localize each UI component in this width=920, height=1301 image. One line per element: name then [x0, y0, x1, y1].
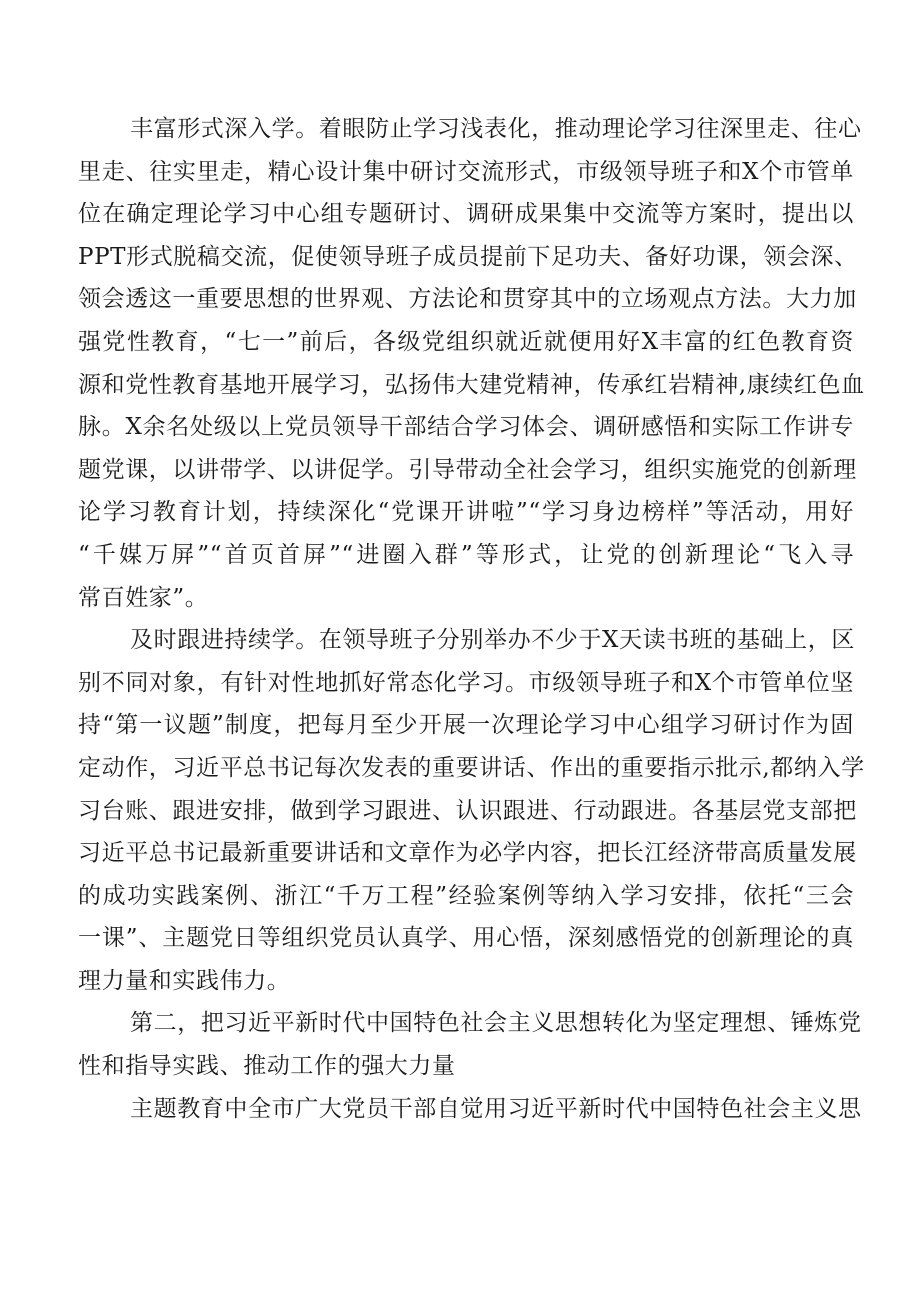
text-line: 理力量和实践伟力。 — [78, 967, 291, 994]
text-line: 领会透这一重要思想的世界观、方法论和贯穿其中的立场观点方法。大力加 — [78, 286, 857, 313]
paragraph — [78, 1088, 862, 1131]
text-line: 定动作，习近平总书记每次发表的重要讲话、作出的重要指示批示,都纳入学 — [78, 754, 865, 781]
paragraph — [78, 1002, 862, 1087]
text-line: 里走、往实里走，精心设计集中研讨交流形式，市级领导班子和X个市管单 — [78, 158, 854, 185]
paragraph — [78, 108, 865, 619]
text-line: 源和党性教育基地开展学习，弘扬伟大建党精神，传承红岩精神,康续红色血 — [78, 371, 865, 398]
text-line: 习近平总书记最新重要讲话和文章作为必学内容，把长江经济带高质量发展 — [78, 840, 857, 867]
document-body — [78, 108, 865, 1130]
text-line: 常百姓家”。 — [78, 584, 209, 611]
text-line: 别不同对象，有针对性地抓好常态化学习。市级领导班子和X个市管单位坚 — [78, 669, 854, 696]
text-line: “千媒万屏”“首页首屏”“进圈入群”等形式，让党的创新理论“飞入寻 — [78, 541, 854, 568]
text-line: 题党课，以讲带学、以讲促学。引导带动全社会学习，组织实施党的创新理 — [78, 456, 857, 483]
text-line: 性和指导实践、推动工作的强大力量 — [78, 1053, 456, 1080]
text-line: 论学习教育计划，持续深化“党课开讲啦”“学习身边榜样”等活动，用好 — [78, 499, 854, 526]
text-line: 一课”、主题党日等组织党员认真学、用心悟，深刻感悟党的创新理论的真 — [78, 925, 854, 952]
text-line: 习台账、跟进安排，做到学习跟进、认识跟进、行动跟进。各基层党支部把 — [78, 797, 857, 824]
text-line: 强党性教育，“七一”前后，各级党组织就近就便用好X丰富的红色教育资 — [78, 328, 854, 355]
text-line: PPT形式脱稿交流，促使领导班子成员提前下足功夫、备好功课，领会深、 — [78, 243, 858, 270]
paragraph — [78, 619, 865, 1002]
text-line: 及时跟进持续学。在领导班子分别举办不少于X天读书班的基础上，区 — [130, 627, 855, 654]
text-line: 的成功实践案例、浙江“千万工程”经验案例等纳入学习安排，依托“三会 — [78, 882, 854, 909]
text-line: 持“第一议题”制度，把每月至少开展一次理论学习中心组学习研讨作为固 — [78, 712, 854, 739]
text-line: 脉。X余名处级以上党员领导干部结合学习体会、调研感悟和实际工作讲专 — [78, 414, 854, 441]
text-line: 位在确定理论学习中心组专题研讨、调研成果集中交流等方案时，提出以 — [78, 201, 854, 228]
text-line: 主题教育中全市广大党员干部自觉用习近平新时代中国特色社会主义思 — [130, 1095, 862, 1122]
text-line: 丰富形式深入学。着眼防止学习浅表化，推动理论学习往深里走、往心 — [130, 116, 862, 142]
text-line: 第二，把习近平新时代中国特色社会主义思想转化为坚定理想、锤炼党 — [130, 1010, 862, 1037]
